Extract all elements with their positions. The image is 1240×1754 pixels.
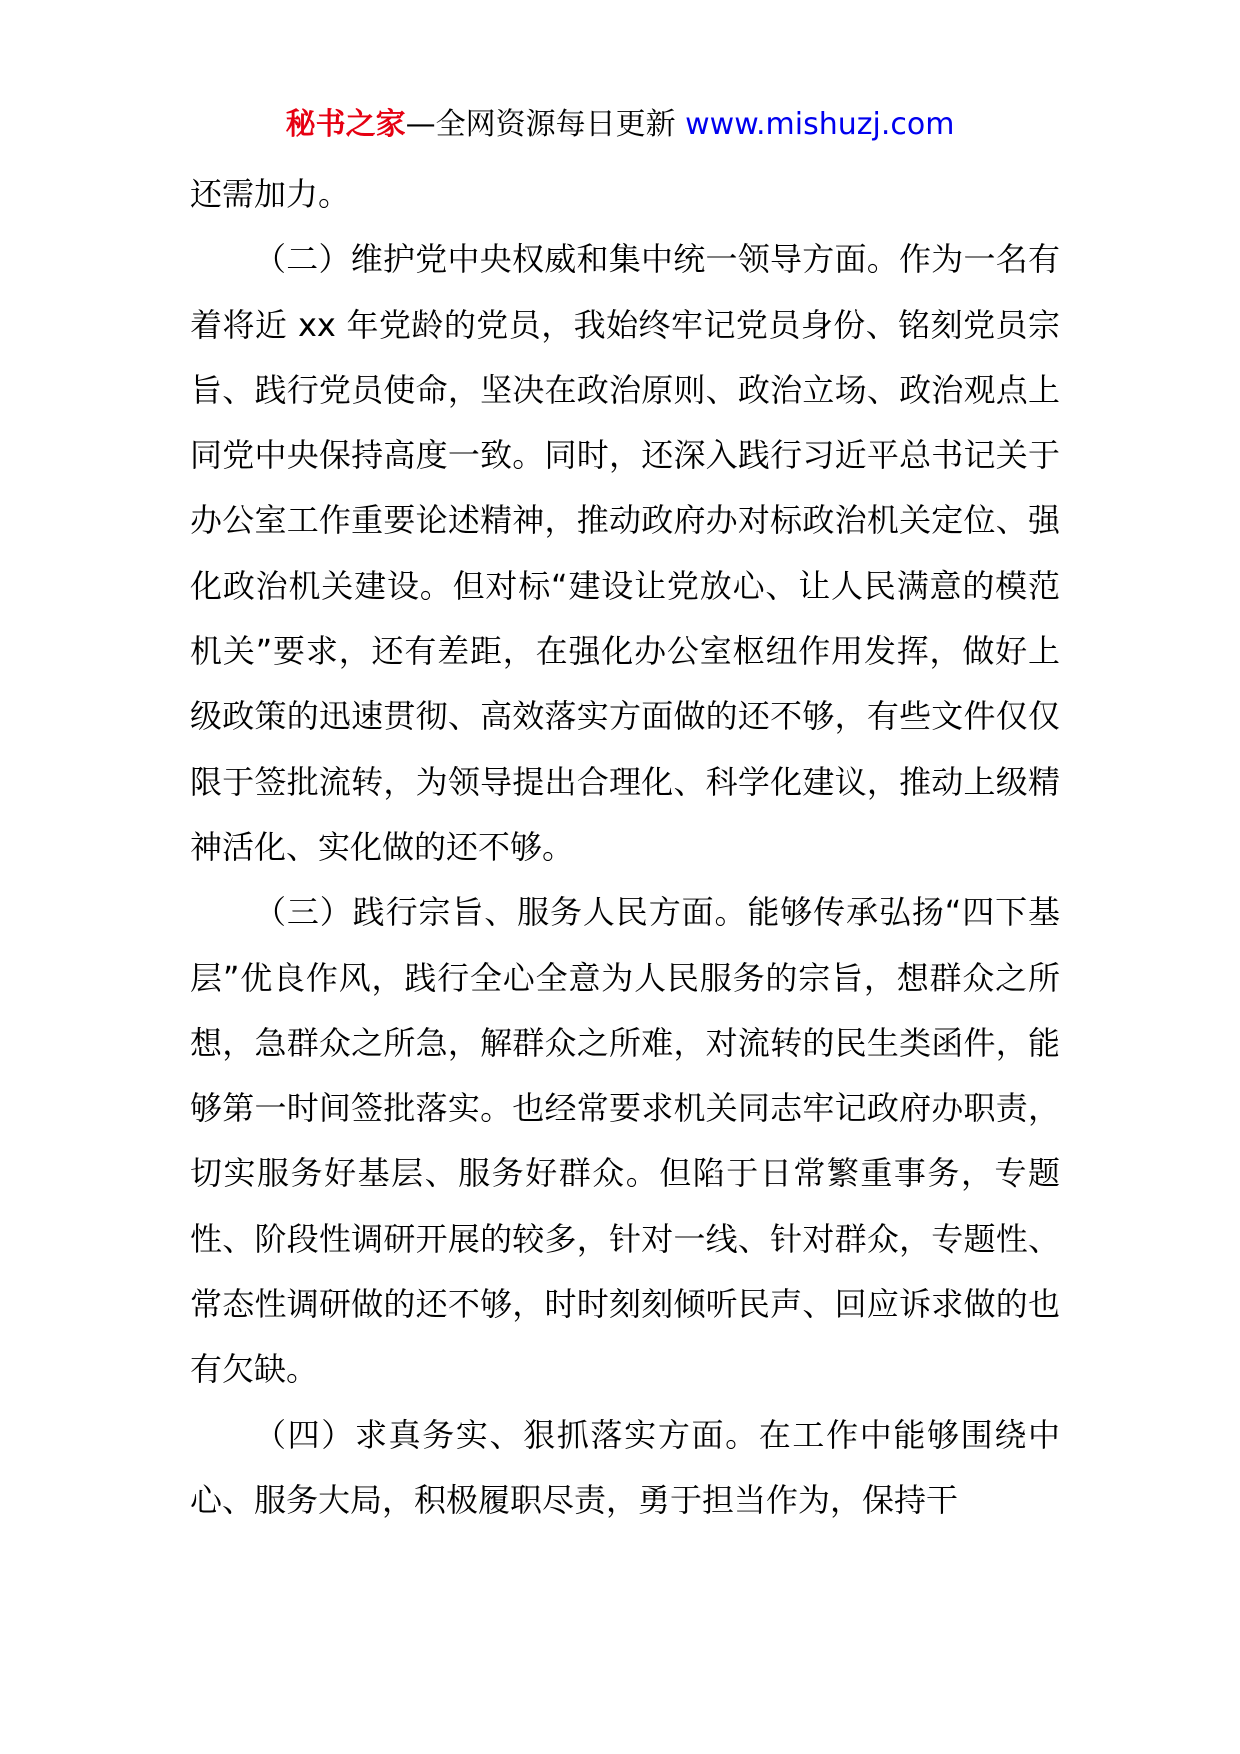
site-watermark-header — [0, 100, 1240, 150]
paragraph-section-3: （三）践行宗旨、服务人民方面。能够传承弘扬“四下基层”优良作风，践行全心全意为人民服务的宗旨，想群众之所想，急群众之所急，解群众之所难，对流转的民生类函件，能够第一时间签批落实。也经常要求机关同志牢记政府办职责，切实服务好基层、服务好群众。但陷于日常繁重事务，专题性、阶段性调研开展的较多，针对一线、针对群众，专题性、常态性调研做的还不够，时时刻刻倾听民声、回应诉求做的也有欠缺。 — [190, 893, 1060, 1389]
paragraph-section-2: （二）维护党中央权威和集中统一领导方面。作为一名有着将近 xx 年党龄的党员，我始终牢记党员身份、铭刻党员宗旨、践行党员使命，坚决在政治原则、政治立场、政治观点上同党中央保持高度一致。同时，还深入践行习近平总书记关于办公室工作重要论述精神，推动政府办对标政治机关定位、强化政治机关建设。但对标“建设让党放心、让人民满意的模范机关”要求，还有差距，在强化办公室枢纽作用发挥，做好上级政策的迅速贯彻、高效落实方面做的还不够，有些文件仅仅限于签批流转，为领导提出合理化、科学化建议，推动上级精神活化、实化做的还不够。 — [190, 240, 1060, 866]
document-body — [190, 162, 1060, 1533]
paragraph-section-4: （四）求真务实、狠抓落实方面。在工作中能够围绕中心、服务大局，积极履职尽责，勇于担当作为，保持干 — [190, 1415, 1060, 1519]
paragraph-continuation: 还需加力。 — [190, 175, 351, 213]
header-tagline: —全网资源每日更新 — [405, 107, 686, 142]
website-url-link[interactable]: www.mishuzj.com — [685, 107, 955, 142]
brand-name: 秘书之家 — [285, 107, 406, 142]
